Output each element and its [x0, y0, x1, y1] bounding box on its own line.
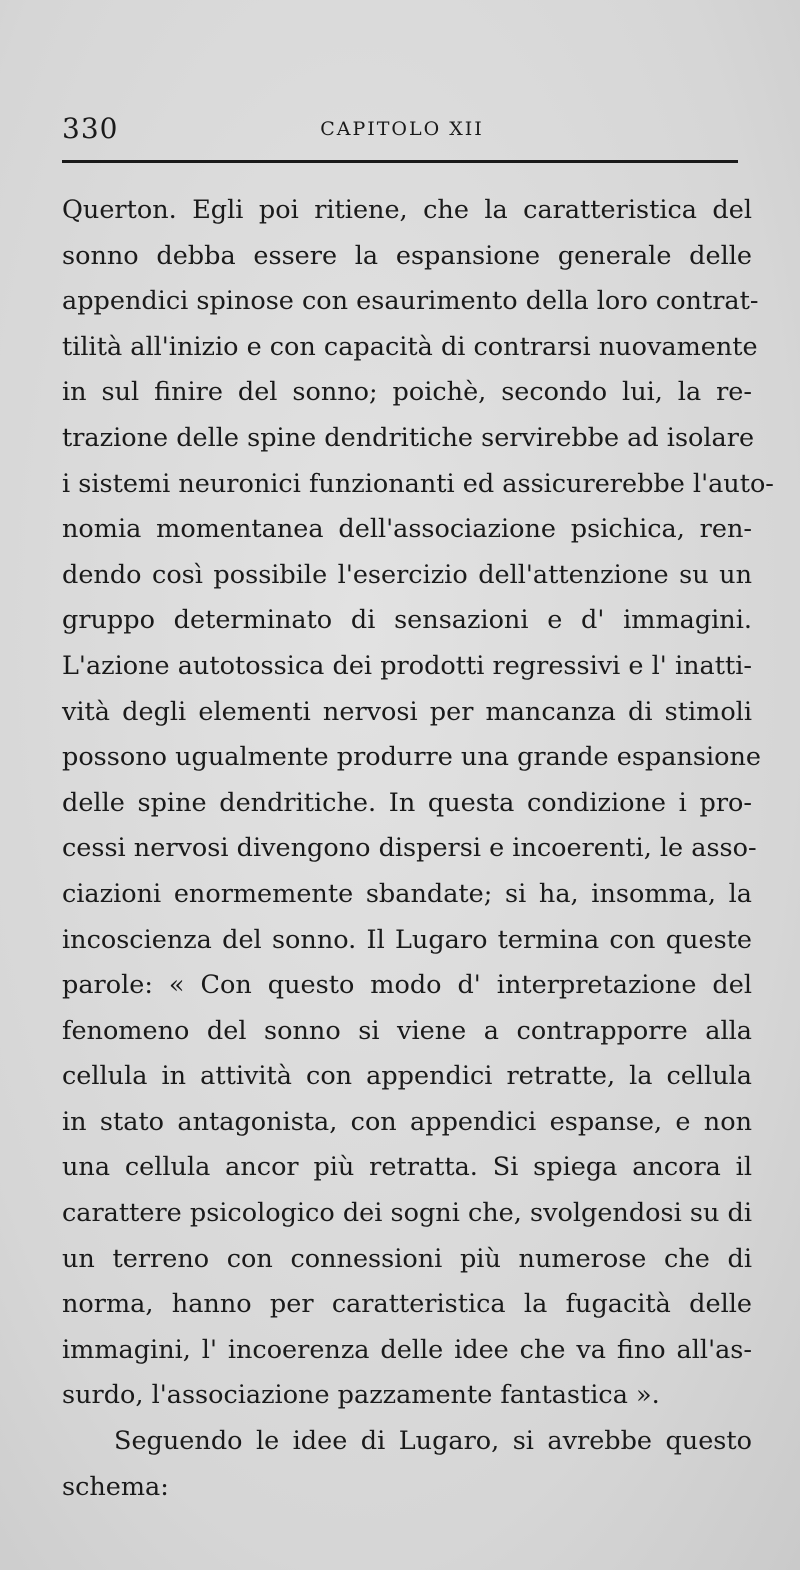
text-line: delle spine dendritiche. In questa condizione i pro- — [62, 787, 752, 818]
text-line: schema: — [62, 1471, 169, 1502]
text-line: dendo così possibile l'esercizio dell'attenzione su un — [62, 559, 752, 590]
text-line: Querton. Egli poi ritiene, che la caratteristica del — [62, 195, 752, 225]
text-line: carattere psicologico dei sogni che, svolgendosi su di — [62, 1198, 752, 1229]
text-line: cellula in attività con appendici retratte, la cellula — [62, 1061, 752, 1092]
text-line: surdo, l'associazione pazzamente fantastica ». — [62, 1380, 660, 1411]
body-text — [62, 188, 774, 1510]
text-line: in sul finire del sonno; poichè, secondo lui, la re- — [62, 377, 752, 408]
text-line: appendici spinose con esaurimento della loro contrat- — [62, 286, 759, 317]
text-line: tilità all'inizio e con capacità di contrarsi nuovamente — [62, 331, 758, 362]
text-line: cessi nervosi divengono dispersi e incoerenti, le asso- — [62, 833, 757, 864]
text-line: nomia momentanea dell'associazione psichica, ren- — [62, 514, 752, 545]
text-line: una cellula ancor più retratta. Si spiega ancora il — [62, 1152, 752, 1183]
text-line: gruppo determinato di sensazioni e d' immagini. — [62, 605, 752, 636]
text-line: ciazioni enormemente sbandate; si ha, insomma, la — [62, 878, 752, 909]
chapter-title: CAPITOLO XII — [320, 118, 484, 140]
text-line: immagini, l' incoerenza delle idee che va fino all'as- — [62, 1334, 752, 1365]
text-line: vità degli elementi nervosi per mancanza di stimoli — [62, 696, 752, 727]
text-line: Seguendo le idee di Lugaro, si avrebbe questo — [114, 1426, 752, 1457]
text-line: trazione delle spine dendritiche servirebbe ad isolare — [62, 422, 755, 453]
page-header — [62, 112, 742, 152]
text-line: possono ugualmente produrre una grande espansione — [62, 742, 761, 773]
text-line: parole: « Con questo modo d' interpretazione del — [62, 970, 752, 1001]
text-line: fenomeno del sonno si viene a contrapporre alla — [62, 1015, 752, 1046]
text-line: L'azione autotossica dei prodotti regressivi e l' inatti- — [62, 650, 752, 681]
text-line: i sistemi neuronici funzionanti ed assicurerebbe l'auto- — [62, 468, 774, 499]
text-line: sonno debba essere la espansione generale delle — [62, 240, 752, 271]
text-line: norma, hanno per caratteristica la fugacità delle — [62, 1289, 752, 1320]
text-line: incoscienza del sonno. Il Lugaro termina con queste — [62, 924, 752, 955]
text-line: in stato antagonista, con appendici espanse, e non — [62, 1106, 752, 1137]
text-line: un terreno con connessioni più numerose che di — [62, 1243, 752, 1274]
page-number: 330 — [62, 112, 119, 145]
header-rule — [62, 160, 738, 163]
